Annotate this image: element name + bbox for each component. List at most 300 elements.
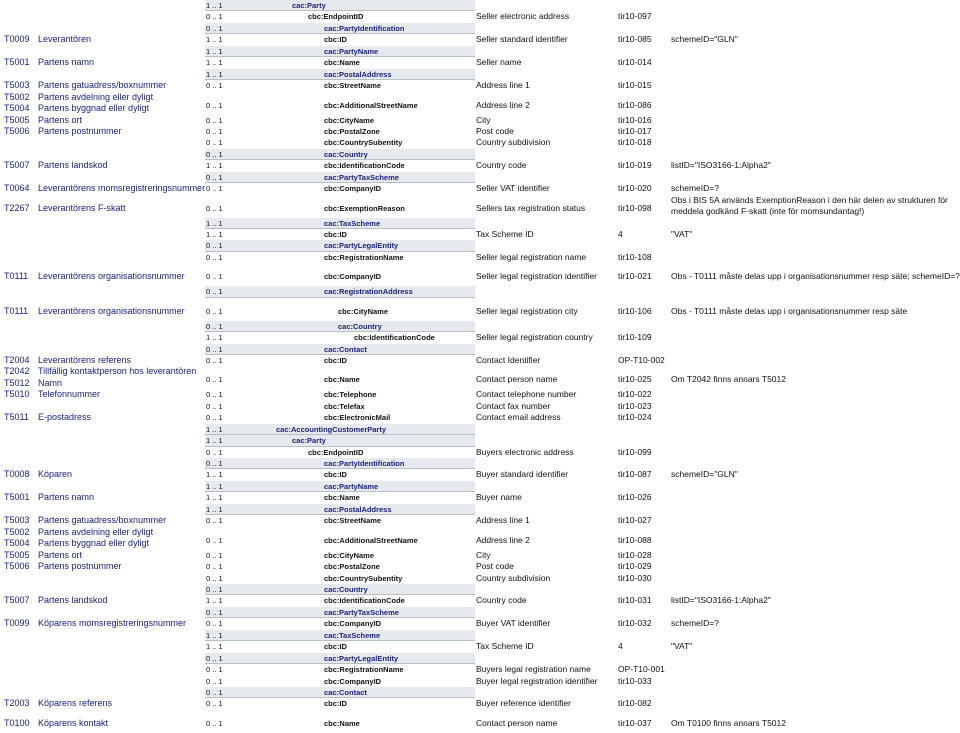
cardinality: 0 .. 1	[206, 653, 223, 663]
term-id: tir10-024	[618, 412, 652, 423]
swedish-term: Köparens referens	[38, 698, 113, 709]
cardinality: 0 .. 1	[206, 321, 223, 331]
table-row	[0, 229, 960, 240]
basic-element: cbc:Name	[324, 718, 360, 728]
basic-element: cbc:AdditionalStreetName	[324, 100, 418, 110]
cardinality: 1 .. 1	[206, 504, 223, 514]
term-code: T0111	[4, 305, 29, 316]
cardinality: 1 .. 1	[206, 493, 223, 503]
cardinality: 1 .. 1	[206, 424, 223, 434]
aggregate-element: cac:Party	[292, 1, 326, 10]
english-term: City	[476, 549, 491, 560]
english-term: Post code	[476, 561, 514, 572]
term-id: tir10-020	[618, 183, 652, 194]
english-term: Buyers electronic address	[476, 446, 574, 457]
term-id: OP-T10-002	[618, 354, 665, 365]
aggregate-row	[0, 240, 960, 251]
term-id: tir10-028	[618, 549, 652, 560]
table-row	[0, 550, 960, 561]
swedish-term: Köparens momsregistreringsnummer	[38, 618, 187, 629]
aggregate-row	[0, 458, 960, 469]
aggregate-element: cac:AccountingCustomerParty	[276, 424, 387, 434]
swedish-term: Partens avdelning eller dyligt	[38, 91, 154, 102]
english-term: Seller legal registration city	[476, 305, 578, 316]
cardinality: 0 .. 1	[206, 184, 223, 194]
term-id: tir10-087	[618, 469, 652, 480]
swedish-term: Partens byggnad eller dyligt	[38, 538, 150, 549]
basic-element: cbc:Telefax	[324, 401, 365, 411]
cardinality: 0 .. 1	[206, 344, 223, 354]
term-id: tir10-037	[618, 717, 652, 728]
cardinality: 1 .. 1	[206, 161, 223, 171]
cardinality: 0 .. 1	[206, 375, 223, 385]
swedish-term: Leverantörens organisationsnummer	[38, 305, 185, 316]
english-term: Tax Scheme ID	[476, 229, 534, 239]
english-term: Address line 2	[476, 534, 530, 545]
note: schemeID="GLN"	[671, 469, 738, 480]
aggregate-element: cac:PartyName	[324, 46, 379, 56]
aggregate-element: cac:PartyTaxScheme	[324, 172, 399, 182]
aggregate-row	[0, 344, 960, 355]
term-code: T5005	[4, 549, 30, 560]
aggregate-row	[0, 172, 960, 183]
cardinality: 1 .. 1	[206, 58, 223, 68]
note: Obs i BIS 5A används ExemptionReason i den här delen av strukturen för meddela godkänd F-skatt (inte för momsundantag!)	[671, 194, 948, 216]
swedish-term: Tillfällig kontaktperson hos leverantören	[38, 366, 197, 377]
cardinality: 1 .. 1	[206, 218, 223, 228]
cardinality: 0 .. 1	[206, 149, 223, 159]
aggregate-row	[0, 424, 960, 435]
cardinality: 0 .. 1	[206, 287, 223, 297]
table-row	[0, 366, 960, 389]
basic-element: cbc:PostalZone	[324, 126, 380, 136]
cardinality: 0 .. 1	[206, 459, 223, 468]
cardinality: 0 .. 1	[206, 100, 223, 110]
aggregate-element: cac:Country	[324, 149, 368, 159]
term-id: tir10-029	[618, 561, 652, 572]
cardinality: 1 .. 1	[206, 481, 223, 491]
term-id: tir10-099	[618, 446, 652, 457]
swedish-term: E-postadress	[38, 412, 92, 423]
term-code: T0064	[4, 183, 30, 194]
note: listID="ISO3166-1:Alpha2"	[671, 160, 771, 171]
cardinality: 1 .. 1	[206, 596, 223, 606]
aggregate-element: cac:RegistrationAddress	[324, 287, 413, 297]
term-code: T5002	[4, 91, 30, 102]
term-code: T5004	[4, 538, 30, 549]
term-code: T5003	[4, 80, 30, 91]
english-term: Seller legal registration name	[476, 251, 587, 262]
note: Om T2042 finns annars T5012	[671, 374, 786, 385]
cardinality: 0 .. 1	[206, 718, 223, 728]
cardinality: 1 .. 1	[206, 35, 223, 45]
cardinality: 0 .. 1	[206, 23, 223, 33]
english-term: Contact fax number	[476, 400, 551, 411]
term-id: tir10-017	[618, 125, 652, 136]
basic-element: cbc:Name	[324, 493, 360, 503]
cardinality: 0 .. 1	[206, 607, 223, 617]
aggregate-element: cac:PartyTaxScheme	[324, 607, 399, 617]
aggregate-element: cac:Country	[338, 321, 382, 331]
term-code: T0100	[4, 717, 30, 728]
aggregate-element: cac:PostalAddress	[324, 69, 392, 79]
basic-element: cbc:Name	[324, 58, 360, 68]
term-code: T5004	[4, 103, 30, 114]
aggregate-element: cac:PartyName	[324, 481, 379, 491]
table-row	[0, 618, 960, 629]
term-id: tir10-027	[618, 515, 652, 526]
table-row	[0, 527, 960, 550]
swedish-term: Partens gatuadress/boxnummer	[38, 515, 167, 526]
cardinality: 1 .. 1	[206, 436, 223, 446]
english-term: Address line 1	[476, 80, 530, 91]
basic-element: cbc:PostalZone	[324, 562, 380, 572]
basic-element: cbc:ID	[324, 35, 347, 45]
basic-element: cbc:CityName	[324, 550, 375, 560]
table-row	[0, 561, 960, 572]
cardinality: 0 .. 1	[206, 688, 223, 697]
term-id: tir10-031	[618, 595, 652, 606]
table-row	[0, 401, 960, 412]
cardinality: 0 .. 1	[206, 172, 223, 182]
table-row	[0, 698, 960, 709]
note: Om T0100 finns annars T5012	[671, 717, 786, 728]
cardinality: 1 .. 1	[206, 230, 223, 239]
basic-element: cbc:CompanyID	[324, 676, 382, 686]
term-id: tir10-030	[618, 572, 652, 583]
term-code: T2003	[4, 698, 30, 709]
basic-element: cbc:ID	[324, 642, 347, 652]
aggregate-element: cac:PostalAddress	[324, 504, 392, 514]
cardinality: 0 .. 1	[206, 573, 223, 583]
term-id: tir10-108	[618, 251, 652, 262]
english-term: Address line 1	[476, 515, 530, 526]
term-code: T5010	[4, 389, 30, 400]
term-id: tir10-106	[618, 305, 652, 316]
english-term: Buyer reference identifier	[476, 698, 571, 709]
swedish-term: Leverantörens F-skatt	[38, 202, 126, 213]
english-term: Seller legal registration country	[476, 332, 593, 343]
basic-element: cbc:ID	[324, 355, 347, 365]
swedish-term: Partens gatuadress/boxnummer	[38, 80, 167, 91]
table-row	[0, 412, 960, 423]
cardinality: 0 .. 1	[206, 306, 223, 316]
cardinality: 0 .. 1	[206, 272, 223, 282]
english-term: Contact Identifier	[476, 354, 541, 365]
term-id: tir10-032	[618, 618, 652, 629]
cardinality: 0 .. 1	[206, 665, 223, 675]
table-row	[0, 515, 960, 526]
aggregate-element: cac:PartyLegalEntity	[324, 653, 399, 663]
table-row	[0, 11, 960, 22]
aggregate-element: cac:TaxScheme	[324, 630, 381, 640]
basic-element: cbc:StreetName	[324, 516, 382, 526]
english-term: Seller name	[476, 57, 522, 68]
swedish-term: Leverantörens referens	[38, 354, 132, 365]
basic-element: cbc:Name	[324, 375, 360, 385]
table-row	[0, 34, 960, 45]
english-term: Seller legal registration identifier	[476, 271, 597, 282]
note: schemeID=?	[671, 183, 719, 194]
term-code: T5007	[4, 160, 30, 171]
basic-element: cbc:ID	[324, 470, 347, 480]
cardinality: 0 .. 1	[206, 516, 223, 526]
cardinality: 0 .. 1	[206, 550, 223, 560]
basic-element: cbc:RegistrationName	[324, 252, 404, 262]
swedish-term: Partens namn	[38, 57, 95, 68]
basic-element: cbc:CountrySubentity	[324, 138, 403, 148]
swedish-term: Telefonnummer	[38, 389, 101, 400]
english-term: Seller standard identifier	[476, 34, 568, 45]
term-id: tir10-023	[618, 400, 652, 411]
english-term: Buyer VAT identifier	[476, 618, 551, 629]
cardinality: 0 .. 1	[206, 126, 223, 136]
note: "VAT"	[671, 641, 693, 652]
cardinality: 1 .. 1	[206, 69, 223, 79]
basic-element: cbc:IdentificationCode	[324, 596, 405, 606]
table-row	[0, 447, 960, 458]
table-row	[0, 126, 960, 137]
table-row	[0, 195, 960, 218]
aggregate-row	[0, 23, 960, 34]
swedish-term: Köparens kontakt	[38, 717, 109, 728]
english-term: Buyer legal registration identifier	[476, 675, 598, 686]
aggregate-element: cac:PartyLegalEntity	[324, 241, 399, 251]
english-term: Tax Scheme ID	[476, 641, 534, 652]
aggregate-row	[0, 481, 960, 492]
english-term: Buyer standard identifier	[476, 469, 569, 480]
cardinality: 0 .. 1	[206, 203, 223, 213]
aggregate-row	[0, 286, 960, 297]
swedish-term: Leverantörens organisationsnummer	[38, 271, 185, 282]
note: "VAT"	[671, 229, 693, 239]
swedish-term: Partens avdelning eller dyligt	[38, 526, 154, 537]
term-id: OP-T10-001	[618, 664, 665, 675]
aggregate-row	[0, 321, 960, 332]
term-code: T5001	[4, 492, 30, 503]
swedish-term: Namn	[38, 377, 63, 388]
basic-element: cbc:EndpointID	[308, 447, 364, 457]
cardinality: 0 .. 1	[206, 413, 223, 423]
cardinality: 0 .. 1	[206, 81, 223, 91]
term-id: tir10-088	[618, 534, 652, 545]
basic-element: cbc:IdentificationCode	[354, 333, 435, 343]
aggregate-row	[0, 504, 960, 515]
term-code: T5002	[4, 526, 30, 537]
aggregate-row	[0, 149, 960, 160]
cardinality: 0 .. 1	[206, 699, 223, 709]
cardinality: 1 .. 1	[206, 642, 223, 652]
term-id: tir10-026	[618, 492, 652, 503]
term-id: tir10-015	[618, 80, 652, 91]
note: schemeID="GLN"	[671, 34, 738, 45]
term-id: tir10-098	[618, 202, 652, 213]
cardinality: 1 .. 1	[206, 46, 223, 56]
term-code: T5011	[4, 412, 29, 423]
term-code: T0111	[4, 271, 29, 282]
term-code: T0009	[4, 34, 30, 45]
swedish-term: Köparen	[38, 469, 73, 480]
swedish-term: Leverantören	[38, 34, 92, 45]
basic-element: cbc:ID	[324, 699, 347, 709]
english-term: Post code	[476, 125, 514, 136]
basic-element: cbc:ElectronicMail	[324, 413, 391, 423]
cardinality: 0 .. 1	[206, 562, 223, 572]
english-term: City	[476, 114, 491, 125]
term-id: tir10-019	[618, 160, 652, 171]
swedish-term: Partens byggnad eller dyligt	[38, 103, 150, 114]
aggregate-row	[0, 435, 960, 446]
aggregate-row	[0, 630, 960, 641]
term-id: tir10-022	[618, 389, 652, 400]
basic-element: cbc:ExemptionReason	[324, 203, 405, 213]
note: listID="ISO3166-1:Alpha2"	[671, 595, 771, 606]
basic-element: cbc:CompanyID	[324, 619, 382, 629]
english-term: Contact email address	[476, 412, 561, 423]
aggregate-row	[0, 218, 960, 229]
basic-element: cbc:IdentificationCode	[324, 161, 405, 171]
aggregate-row	[0, 584, 960, 595]
table-row	[0, 183, 960, 194]
english-term: Seller VAT identifier	[476, 183, 550, 194]
basic-element: cbc:CityName	[338, 306, 389, 316]
table-row	[0, 160, 960, 171]
basic-element: cbc:EndpointID	[308, 12, 364, 22]
aggregate-element: cac:Contact	[324, 344, 367, 354]
cardinality: 0 .. 1	[206, 252, 223, 262]
table-row	[0, 115, 960, 126]
term-id: 4	[618, 641, 623, 652]
term-code: T2042	[4, 366, 30, 377]
cardinality: 0 .. 1	[206, 584, 223, 594]
table-row	[0, 710, 960, 733]
basic-element: cbc:Telephone	[324, 390, 377, 400]
english-term: Buyers legal registration name	[476, 664, 591, 675]
cardinality: 0 .. 1	[206, 447, 223, 457]
cardinality: 0 .. 1	[206, 138, 223, 148]
table-row	[0, 252, 960, 263]
aggregate-element: cac:Party	[292, 436, 326, 446]
swedish-term: Partens postnummer	[38, 125, 122, 136]
aggregate-band	[205, 0, 475, 11]
table-row	[0, 57, 960, 68]
table-row	[0, 137, 960, 148]
swedish-term: Partens ort	[38, 549, 83, 560]
aggregate-element: cac:TaxScheme	[324, 218, 381, 228]
swedish-term: Leverantörens momsregistreringsnummer	[38, 183, 206, 194]
basic-element: cbc:RegistrationName	[324, 665, 404, 675]
note: Obs - T0111 måste delas upp i organisationsnummer resp säte; schemeID=?	[671, 271, 960, 282]
aggregate-element: cac:PartyIdentification	[324, 459, 405, 468]
english-term: Country subdivision	[476, 137, 551, 148]
table-row	[0, 595, 960, 606]
term-id: tir10-109	[618, 332, 652, 343]
note: schemeID=?	[671, 618, 719, 629]
swedish-term: Partens namn	[38, 492, 95, 503]
cardinality: 0 .. 1	[206, 535, 223, 545]
table-row	[0, 389, 960, 400]
term-code: T5007	[4, 595, 30, 606]
basic-element: cbc:StreetName	[324, 81, 382, 91]
term-id: tir10-016	[618, 114, 652, 125]
cardinality: 1 .. 1	[206, 470, 223, 480]
term-code: T5001	[4, 57, 30, 68]
term-id: tir10-014	[618, 57, 652, 68]
term-id: tir10-082	[618, 698, 652, 709]
cardinality: 0 .. 1	[206, 241, 223, 251]
english-term: Seller electronic address	[476, 11, 570, 22]
swedish-term: Partens landskod	[38, 160, 108, 171]
table-row	[0, 92, 960, 115]
english-term: Country code	[476, 160, 527, 171]
term-code: T5006	[4, 125, 30, 136]
table-row	[0, 492, 960, 503]
basic-element: cbc:CountrySubentity	[324, 573, 403, 583]
table-row	[0, 355, 960, 366]
term-code: T2004	[4, 354, 30, 365]
swedish-term: Partens postnummer	[38, 561, 122, 572]
term-code: T5003	[4, 515, 30, 526]
basic-element: cbc:CityName	[324, 115, 375, 125]
cardinality: 0 .. 1	[206, 390, 223, 400]
term-code: T5006	[4, 561, 30, 572]
english-term: Buyer name	[476, 492, 522, 503]
english-term: Sellers tax registration status	[476, 202, 586, 213]
cardinality: 0 .. 1	[206, 355, 223, 365]
english-term: Contact person name	[476, 374, 558, 385]
basic-element: cbc:AdditionalStreetName	[324, 535, 418, 545]
term-code: T2267	[4, 202, 30, 213]
table-row	[0, 641, 960, 652]
term-code: T5012	[4, 377, 30, 388]
term-id: tir10-018	[618, 137, 652, 148]
table-row	[0, 469, 960, 480]
english-term: Country subdivision	[476, 572, 551, 583]
basic-element: cbc:CompanyID	[324, 272, 382, 282]
aggregate-element: cac:Country	[324, 584, 368, 594]
cardinality: 0 .. 1	[206, 115, 223, 125]
aggregate-element: cac:PartyIdentification	[324, 23, 405, 33]
term-code: T5005	[4, 114, 30, 125]
table-row	[0, 298, 960, 321]
aggregate-row	[0, 687, 960, 698]
english-term: Contact telephone number	[476, 389, 577, 400]
table-row	[0, 332, 960, 343]
term-id: tir10-086	[618, 99, 652, 110]
aggregate-element: cac:Contact	[324, 688, 367, 697]
term-id: tir10-085	[618, 34, 652, 45]
cardinality: 1 .. 1	[206, 630, 223, 640]
english-term: Contact person name	[476, 717, 558, 728]
table-row	[0, 80, 960, 91]
basic-element: cbc:CompanyID	[324, 184, 382, 194]
table-row	[0, 664, 960, 675]
english-term: Country code	[476, 595, 527, 606]
cardinality: 0 .. 1	[206, 619, 223, 629]
term-code: T0099	[4, 618, 30, 629]
term-code: T0008	[4, 469, 30, 480]
aggregate-row	[0, 607, 960, 618]
swedish-term: Partens ort	[38, 114, 83, 125]
aggregate-row	[0, 0, 960, 11]
cardinality: 1 .. 1	[206, 1, 223, 10]
cardinality: 0 .. 1	[206, 676, 223, 686]
aggregate-row	[0, 653, 960, 664]
term-id: tir10-033	[618, 675, 652, 686]
english-term: Address line 2	[476, 99, 530, 110]
term-id: tir10-025	[618, 374, 652, 385]
swedish-term: Partens landskod	[38, 595, 108, 606]
